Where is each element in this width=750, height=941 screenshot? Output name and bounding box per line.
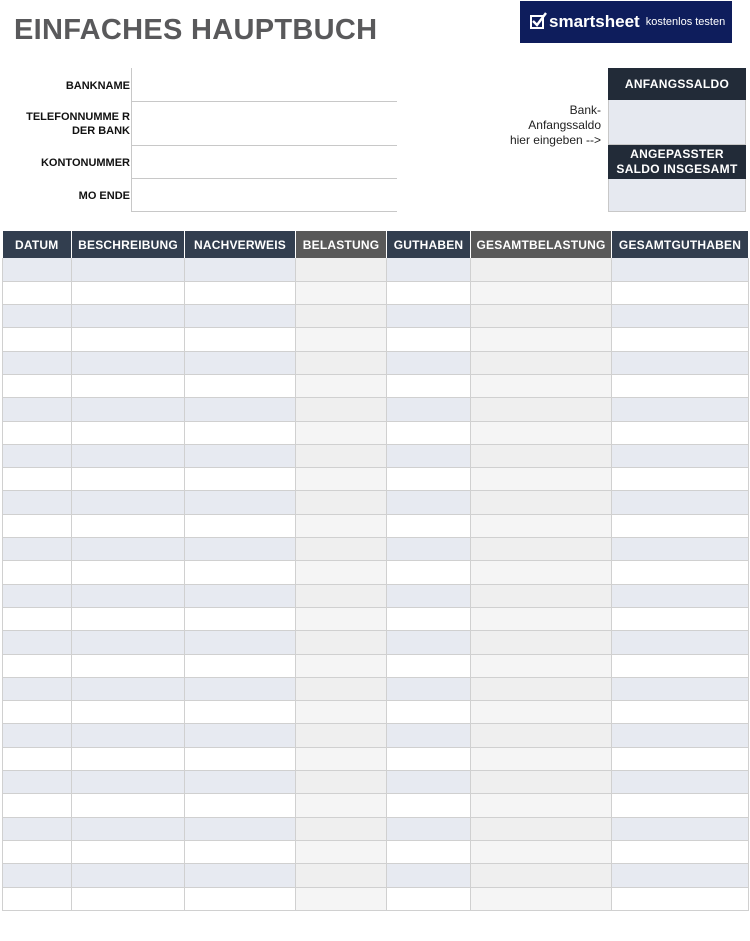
cell-datum[interactable] [3,514,72,537]
cell-nachverweis[interactable] [185,771,296,794]
cell-datum[interactable] [3,794,72,817]
cell-beschreibung[interactable] [72,561,185,584]
cell-gesamtguthaben[interactable] [612,398,749,421]
cell-gesamtguthaben[interactable] [612,887,749,910]
cell-gesamtguthaben[interactable] [612,677,749,700]
table-row [3,607,749,630]
cell-gesamtbelastung[interactable] [471,794,612,817]
table-row [3,817,749,840]
cell-guthaben[interactable] [387,258,471,281]
table-row [3,328,749,351]
cell-gesamtguthaben[interactable] [612,444,749,467]
cell-beschreibung[interactable] [72,607,185,630]
cell-gesamtbelastung[interactable] [471,351,612,374]
cell-beschreibung[interactable] [72,444,185,467]
bank-info-inputs [131,68,396,212]
table-row [3,771,749,794]
cell-gesamtguthaben[interactable] [612,468,749,491]
cell-beschreibung[interactable] [72,468,185,491]
cell-datum[interactable] [3,584,72,607]
cell-belastung[interactable] [296,887,387,910]
col-header-guthaben: GUTHABEN [387,231,471,258]
bank-phone-label: TELEFONNUMME R DER BANK [26,111,130,137]
cell-datum[interactable] [3,677,72,700]
table-row [3,491,749,514]
cell-beschreibung[interactable] [72,328,185,351]
cell-guthaben[interactable] [387,305,471,328]
cell-nachverweis[interactable] [185,491,296,514]
table-row [3,677,749,700]
cell-guthaben[interactable] [387,840,471,863]
cell-belastung[interactable] [296,724,387,747]
cell-gesamtguthaben[interactable] [612,654,749,677]
cell-gesamtguthaben[interactable] [612,584,749,607]
opening-balance-field[interactable] [608,100,746,145]
cell-gesamtbelastung[interactable] [471,724,612,747]
cell-datum[interactable] [3,607,72,630]
cell-beschreibung[interactable] [72,701,185,724]
cell-belastung[interactable] [296,561,387,584]
cell-gesamtguthaben[interactable] [612,538,749,561]
table-row [3,538,749,561]
cell-nachverweis[interactable] [185,468,296,491]
cell-gesamtguthaben[interactable] [612,421,749,444]
cell-beschreibung[interactable] [72,654,185,677]
cell-nachverweis[interactable] [185,677,296,700]
cell-belastung[interactable] [296,281,387,304]
brand-cta: kostenlos testen [645,16,726,28]
cell-gesamtguthaben[interactable] [612,864,749,887]
cell-beschreibung[interactable] [72,864,185,887]
cell-belastung[interactable] [296,677,387,700]
table-row [3,724,749,747]
cell-beschreibung[interactable] [72,840,185,863]
cell-gesamtguthaben[interactable] [612,281,749,304]
cell-guthaben[interactable] [387,654,471,677]
cell-guthaben[interactable] [387,747,471,770]
cell-beschreibung[interactable] [72,887,185,910]
cell-datum[interactable] [3,491,72,514]
cell-guthaben[interactable] [387,421,471,444]
cell-belastung[interactable] [296,794,387,817]
cell-guthaben[interactable] [387,607,471,630]
table-row [3,281,749,304]
cell-gesamtguthaben[interactable] [612,607,749,630]
cell-gesamtguthaben[interactable] [612,771,749,794]
cell-nachverweis[interactable] [185,374,296,397]
cell-gesamtbelastung[interactable] [471,561,612,584]
cell-datum[interactable] [3,281,72,304]
cell-belastung[interactable] [296,351,387,374]
cell-beschreibung[interactable] [72,584,185,607]
table-row [3,840,749,863]
cell-nachverweis[interactable] [185,701,296,724]
cell-beschreibung[interactable] [72,538,185,561]
cell-datum[interactable] [3,631,72,654]
cell-guthaben[interactable] [387,864,471,887]
cell-datum[interactable] [3,864,72,887]
cell-beschreibung[interactable] [72,817,185,840]
cell-guthaben[interactable] [387,468,471,491]
cell-beschreibung[interactable] [72,747,185,770]
cell-datum[interactable] [3,724,72,747]
cell-guthaben[interactable] [387,398,471,421]
cell-gesamtbelastung[interactable] [471,701,612,724]
table-row [3,794,749,817]
cell-datum[interactable] [3,328,72,351]
cell-guthaben[interactable] [387,631,471,654]
cell-gesamtbelastung[interactable] [471,374,612,397]
cell-beschreibung[interactable] [72,514,185,537]
cell-guthaben[interactable] [387,491,471,514]
cell-gesamtguthaben[interactable] [612,374,749,397]
col-header-datum: DATUM [3,231,72,258]
cell-datum[interactable] [3,771,72,794]
cell-datum[interactable] [3,561,72,584]
cell-guthaben[interactable] [387,887,471,910]
table-row [3,747,749,770]
table-row [3,631,749,654]
cell-belastung[interactable] [296,654,387,677]
cell-guthaben[interactable] [387,514,471,537]
cell-datum[interactable] [3,747,72,770]
adjusted-balance-field[interactable] [608,179,746,212]
cell-datum[interactable] [3,701,72,724]
ledger-header-row [3,231,749,258]
cell-beschreibung[interactable] [72,281,185,304]
cell-belastung[interactable] [296,258,387,281]
cell-datum[interactable] [3,398,72,421]
balance-summary [608,68,746,212]
cell-nachverweis[interactable] [185,794,296,817]
col-header-gesamtbelastung: GESAMTBELASTUNG [471,231,612,258]
cell-guthaben[interactable] [387,677,471,700]
cell-guthaben[interactable] [387,281,471,304]
cell-datum[interactable] [3,258,72,281]
cell-gesamtbelastung[interactable] [471,607,612,630]
cell-gesamtbelastung[interactable] [471,771,612,794]
cell-guthaben[interactable] [387,374,471,397]
cell-beschreibung[interactable] [72,631,185,654]
cell-datum[interactable] [3,840,72,863]
cell-guthaben[interactable] [387,701,471,724]
cell-beschreibung[interactable] [72,724,185,747]
cell-gesamtbelastung[interactable] [471,887,612,910]
cell-beschreibung[interactable] [72,491,185,514]
cell-guthaben[interactable] [387,328,471,351]
cell-gesamtbelastung[interactable] [471,677,612,700]
table-row [3,887,749,910]
cell-datum[interactable] [3,444,72,467]
table-row [3,514,749,537]
cell-gesamtbelastung[interactable] [471,747,612,770]
opening-balance-hint: Bank- Anfangssaldo hier eingeben --> [509,103,601,147]
cell-nachverweis[interactable] [185,305,296,328]
cell-gesamtbelastung[interactable] [471,631,612,654]
cell-nachverweis[interactable] [185,654,296,677]
cell-guthaben[interactable] [387,561,471,584]
cell-gesamtguthaben[interactable] [612,631,749,654]
cell-belastung[interactable] [296,584,387,607]
cell-belastung[interactable] [296,305,387,328]
bank-phone-field[interactable] [132,102,397,146]
table-row [3,468,749,491]
table-row [3,374,749,397]
cell-belastung[interactable] [296,421,387,444]
cell-nachverweis[interactable] [185,607,296,630]
cell-gesamtguthaben[interactable] [612,514,749,537]
cell-beschreibung[interactable] [72,398,185,421]
col-header-beschreibung: BESCHREIBUNG [72,231,185,258]
ledger-table [2,231,749,911]
cell-nachverweis[interactable] [185,258,296,281]
bank-name-label: BANKNAME [65,80,130,92]
cell-nachverweis[interactable] [185,631,296,654]
table-row [3,701,749,724]
cell-beschreibung[interactable] [72,677,185,700]
cell-datum[interactable] [3,538,72,561]
table-row [3,864,749,887]
checkmark-logo-icon [530,15,544,29]
cell-gesamtbelastung[interactable] [471,654,612,677]
cell-gesamtbelastung[interactable] [471,305,612,328]
cell-beschreibung[interactable] [72,771,185,794]
cell-nachverweis[interactable] [185,514,296,537]
cell-gesamtbelastung[interactable] [471,328,612,351]
cell-belastung[interactable] [296,701,387,724]
cell-gesamtguthaben[interactable] [612,351,749,374]
cell-belastung[interactable] [296,840,387,863]
opening-balance-header: ANFANGSSALDO [608,68,746,100]
col-header-belastung: BELASTUNG [296,231,387,258]
cell-belastung[interactable] [296,747,387,770]
cell-datum[interactable] [3,374,72,397]
cell-gesamtguthaben[interactable] [612,817,749,840]
table-row [3,305,749,328]
cell-datum[interactable] [3,654,72,677]
cell-beschreibung[interactable] [72,794,185,817]
cell-nachverweis[interactable] [185,887,296,910]
cell-belastung[interactable] [296,514,387,537]
account-number-label: KONTONUMMER [40,157,130,169]
cell-gesamtguthaben[interactable] [612,724,749,747]
cell-nachverweis[interactable] [185,724,296,747]
cell-nachverweis[interactable] [185,817,296,840]
cell-gesamtguthaben[interactable] [612,328,749,351]
cell-datum[interactable] [3,887,72,910]
cell-gesamtguthaben[interactable] [612,258,749,281]
cell-gesamtbelastung[interactable] [471,258,612,281]
smartsheet-trial-link[interactable] [520,1,732,43]
cell-gesamtguthaben[interactable] [612,747,749,770]
cell-gesamtbelastung[interactable] [471,444,612,467]
cell-gesamtbelastung[interactable] [471,398,612,421]
cell-gesamtguthaben[interactable] [612,561,749,584]
cell-beschreibung[interactable] [72,374,185,397]
adjusted-balance-header: ANGEPASSTER SALDO INSGESAMT [608,145,746,179]
col-header-nachverweis: NACHVERWEIS [185,231,296,258]
cell-belastung[interactable] [296,538,387,561]
cell-nachverweis[interactable] [185,351,296,374]
cell-nachverweis[interactable] [185,538,296,561]
cell-gesamtbelastung[interactable] [471,817,612,840]
cell-gesamtbelastung[interactable] [471,281,612,304]
cell-belastung[interactable] [296,631,387,654]
cell-gesamtbelastung[interactable] [471,584,612,607]
cell-datum[interactable] [3,305,72,328]
cell-belastung[interactable] [296,771,387,794]
cell-nachverweis[interactable] [185,398,296,421]
cell-nachverweis[interactable] [185,421,296,444]
cell-guthaben[interactable] [387,724,471,747]
cell-gesamtbelastung[interactable] [471,514,612,537]
cell-belastung[interactable] [296,864,387,887]
page-title: EINFACHES HAUPTBUCH [14,14,378,46]
cell-gesamtguthaben[interactable] [612,491,749,514]
cell-belastung[interactable] [296,607,387,630]
table-row [3,444,749,467]
cell-gesamtguthaben[interactable] [612,794,749,817]
col-header-gesamtguthaben: GESAMTGUTHABEN [612,231,749,258]
cell-nachverweis[interactable] [185,328,296,351]
cell-guthaben[interactable] [387,817,471,840]
cell-nachverweis[interactable] [185,584,296,607]
table-row [3,584,749,607]
cell-nachverweis[interactable] [185,747,296,770]
table-row [3,258,749,281]
month-end-field[interactable] [132,179,397,212]
cell-guthaben[interactable] [387,794,471,817]
cell-gesamtbelastung[interactable] [471,491,612,514]
cell-beschreibung[interactable] [72,258,185,281]
cell-gesamtguthaben[interactable] [612,701,749,724]
cell-belastung[interactable] [296,468,387,491]
cell-datum[interactable] [3,421,72,444]
brand-name: smartsheet [549,12,640,31]
cell-nachverweis[interactable] [185,561,296,584]
cell-beschreibung[interactable] [72,421,185,444]
cell-gesamtbelastung[interactable] [471,864,612,887]
cell-nachverweis[interactable] [185,864,296,887]
cell-guthaben[interactable] [387,584,471,607]
cell-guthaben[interactable] [387,771,471,794]
cell-datum[interactable] [3,351,72,374]
bank-name-field[interactable] [132,68,397,102]
cell-belastung[interactable] [296,398,387,421]
cell-gesamtbelastung[interactable] [471,468,612,491]
cell-guthaben[interactable] [387,538,471,561]
cell-belastung[interactable] [296,374,387,397]
cell-nachverweis[interactable] [185,444,296,467]
cell-belastung[interactable] [296,444,387,467]
cell-beschreibung[interactable] [72,305,185,328]
cell-gesamtguthaben[interactable] [612,840,749,863]
cell-nachverweis[interactable] [185,281,296,304]
month-end-label: MO ENDE [78,190,130,202]
cell-belastung[interactable] [296,817,387,840]
table-row [3,654,749,677]
cell-belastung[interactable] [296,328,387,351]
cell-datum[interactable] [3,817,72,840]
table-row [3,421,749,444]
cell-gesamtbelastung[interactable] [471,538,612,561]
cell-guthaben[interactable] [387,444,471,467]
cell-gesamtbelastung[interactable] [471,421,612,444]
cell-beschreibung[interactable] [72,351,185,374]
cell-nachverweis[interactable] [185,840,296,863]
table-row [3,398,749,421]
table-row [3,351,749,374]
account-number-field[interactable] [132,146,397,179]
cell-gesamtguthaben[interactable] [612,305,749,328]
cell-belastung[interactable] [296,491,387,514]
cell-guthaben[interactable] [387,351,471,374]
cell-gesamtbelastung[interactable] [471,840,612,863]
table-row [3,561,749,584]
cell-datum[interactable] [3,468,72,491]
